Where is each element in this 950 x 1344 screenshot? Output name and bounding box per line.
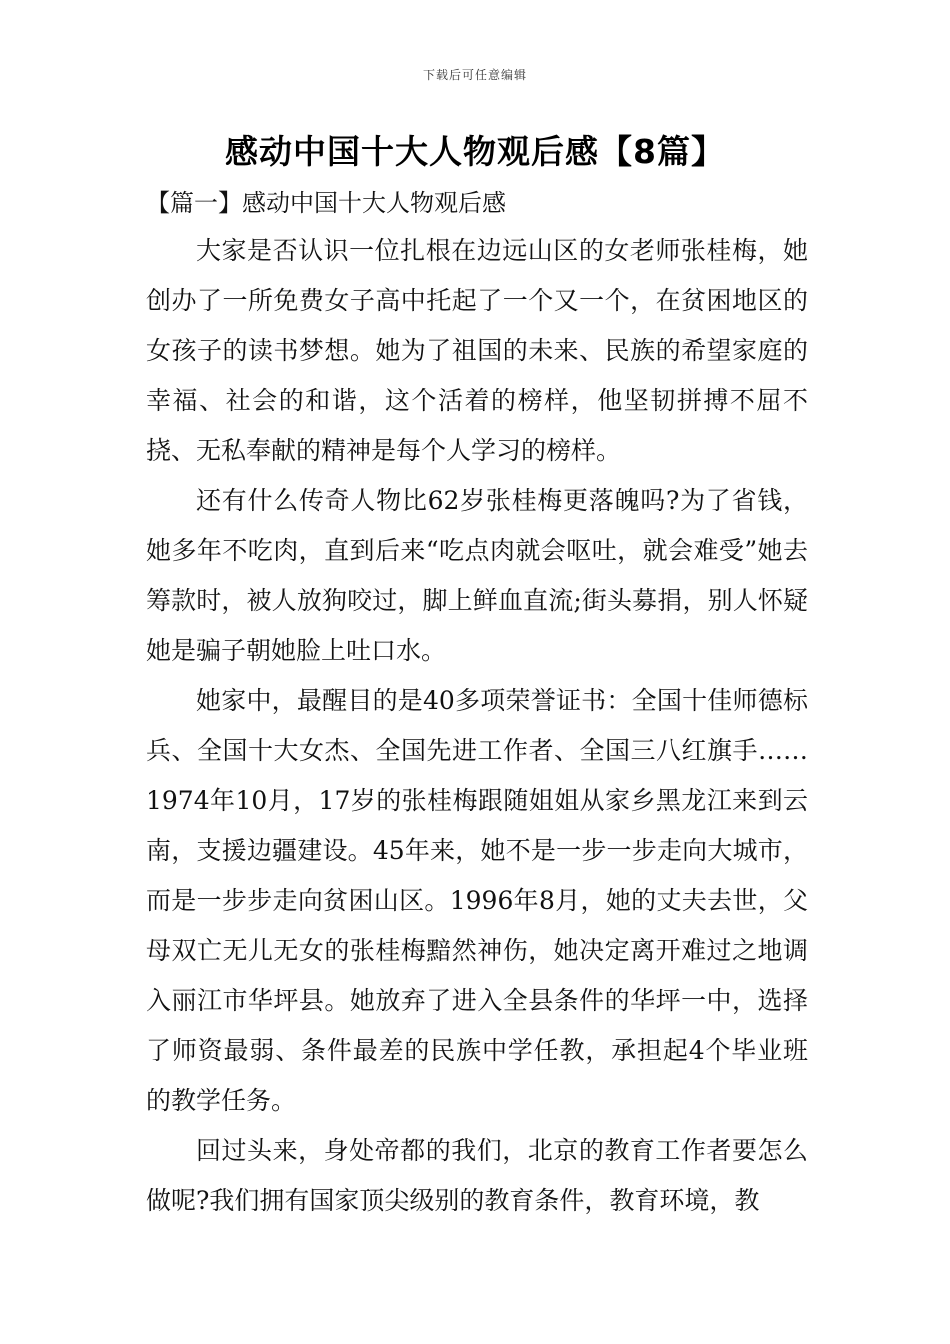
body-text (146, 226, 808, 1226)
header-note: 下载后可任意编辑 (422, 68, 527, 82)
document-title: 感动中国十大人物观后感【8篇】 (225, 132, 725, 171)
paragraph: 还有什么传奇人物比62岁张桂梅更落魄吗?为了省钱，她多年不吃肉，直到后来“吃点肉就会呕吐，就会难受”她去筹款时，被人放狗咬过，脚上鲜血直流;街头募捐，别人怀疑她是骗子朝她脸上吐口水。 (146, 486, 808, 665)
section-heading: 【篇一】感动中国十大人物观后感 (146, 189, 506, 217)
paragraph: 回过头来，身处帝都的我们，北京的教育工作者要怎么做呢?我们拥有国家顶尖级别的教育条件，教育环境，教 (146, 1136, 808, 1215)
paragraph: 她家中，最醒目的是40多项荣誉证书：全国十佳师德标兵、全国十大女杰、全国先进工作者、全国三八红旗手……1974年10月，17岁的张桂梅跟随姐姐从家乡黑龙江来到云南，支援边疆建设。45年来，她不是一步一步走向大城市，而是一步步走向贫困山区。1996年8月，她的丈夫去世，父母双亡无儿无女的张桂梅黯然神伤，她决定离开难过之地调入丽江市华坪县。她放弃了进入全县条件的华坪一中，选择了师资最弱、条件最差的民族中学任教，承担起4个毕业班的教学任务。 (146, 686, 808, 1115)
paragraph: 大家是否认识一位扎根在边远山区的女老师张桂梅，她创办了一所免费女子高中托起了一个又一个，在贫困地区的女孩子的读书梦想。她为了祖国的未来、民族的希望家庭的幸福、社会的和谐，这个活着的榜样，他坚韧拼搏不屈不挠、无私奉献的精神是每个人学习的榜样。 (146, 236, 808, 465)
